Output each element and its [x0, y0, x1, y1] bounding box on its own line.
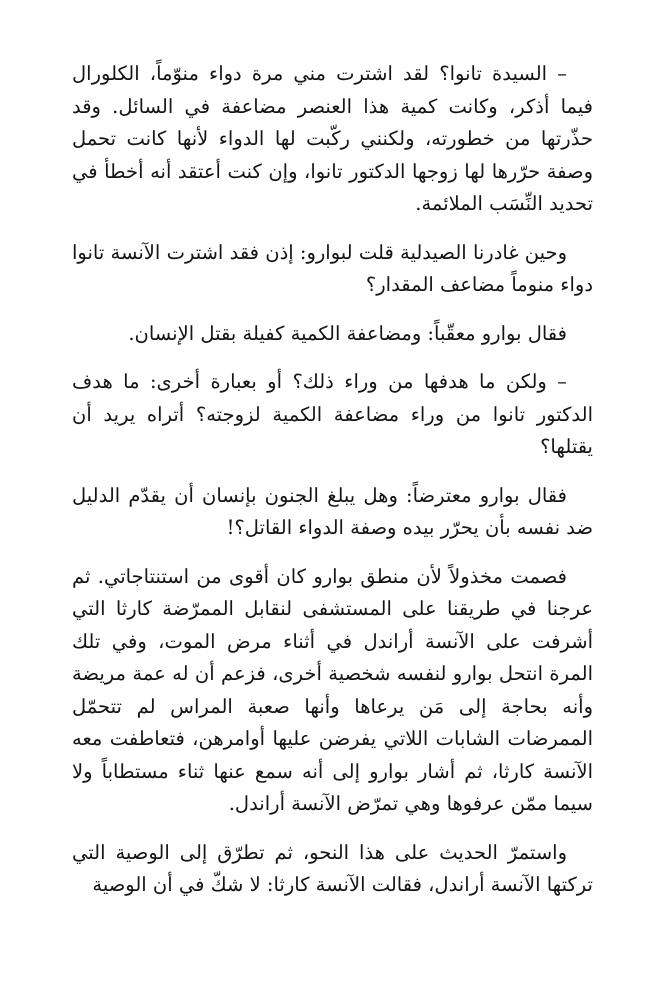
paragraph-hospital-visit: فصمت مخذولاً لأن منطق بوارو كان أقوى من استنتاجاتي. ثم عرجنا في طريقنا على المستشفى لنقابل الممرّضة كارثا التي أشرفت على الآنسة أراندل في أثناء مرض الموت، وفي تلك المرة انتحل بوارو لنفسه شخصية أخرى، فزعم أن له عمة مريضة وأنه بحاجة إلى مَن يرعاها وأنها صعبة المراس لم تتحمّل الممرضات الشابات اللاتي يفرضن عليها أوامرهن، فتعاطفت معه الآنسة كارثا، ثم أشار بوارو إلى أنه سمع عنها ثناء مستطاباً ولا سيما ممّن عرفوها وهي تمرّض الآنسة أراندل. [72, 564, 593, 815]
paragraph-pharmacist-statement: – السيدة تانوا؟ لقد اشترت مني مرة دواء منوّماً، الكلورال فيما أذكر، وكانت كمية هذا العنصر مضاعفة في السائل. وقد حذّرتها من خطورته، ولكنني ركّبت لها الدواء لأنها كانت تحمل وصفة حرّرها لها زوجها الدكتور تانوا، وإن كنت أعتقد أنه أخطأ في تحديد النِّسَب الملائمة. [72, 62, 593, 215]
paragraph-poirot-objection: فقال بوارو معترضاً: وهل يبلغ الجنون بإنسان أن يقدّم الدليل ضد نفسه بأن يحرّر بيده وصفة الدواء القاتل؟! [72, 483, 593, 539]
paragraph-poirot-comment: فقال بوارو معقّباً: ومضاعفة الكمية كفيلة بقتل الإنسان. [128, 321, 567, 345]
paragraph-leaving-pharmacy: وحين غادرنا الصيدلية قلت لبوارو: إذن فقد اشترت الآنسة تانوا دواء منوماً مضاعف المقدار؟ [72, 240, 593, 296]
paragraph-question-motive: – ولكن ما هدفها من وراء ذلك؟ أو بعبارة أخرى: ما هدف الدكتور تانوا من وراء مضاعفة الكمية لزوجته؟ أتراه يريد أن يقتلها؟ [72, 370, 593, 458]
paragraph-will-discussion: واستمرّ الحديث على هذا النحو، ثم تطرّق إلى الوصية التي تركتها الآنسة أراندل، فقالت الآنسة كارثا: لا شكّ في أن الوصية [72, 840, 593, 896]
